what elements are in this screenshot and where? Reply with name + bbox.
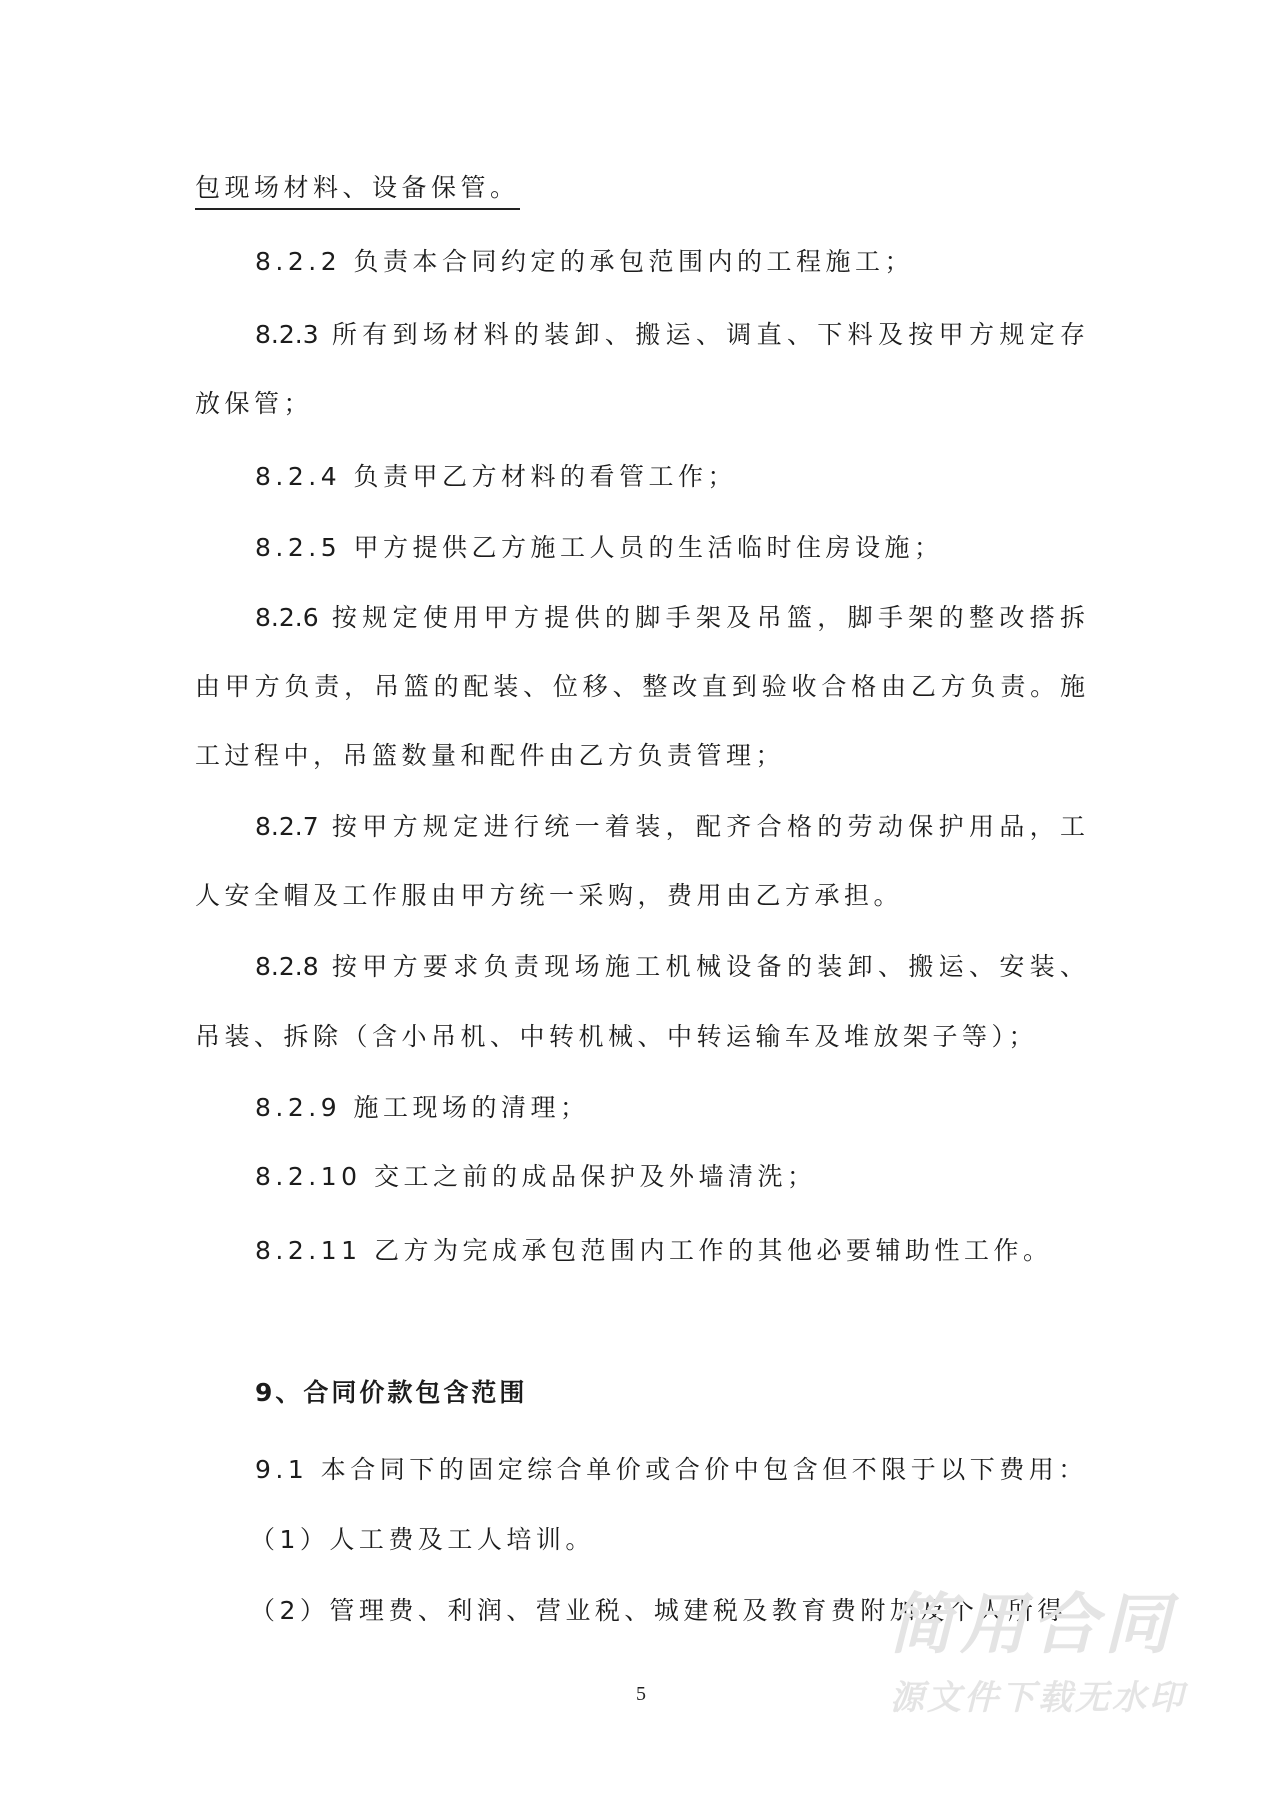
clause-8-2-10: 8.2.10 交工之前的成品保护及外墙清洗；	[255, 1162, 817, 1191]
clause-8-2-7: 8.2.7 按甲方规定进行统一着装，配齐合格的劳动保护用品，工	[255, 812, 1085, 841]
clause-8-2-8-continuation: 吊装、拆除（含小吊机、中转机械、中转运输车及堆放架子等）；	[195, 1022, 1039, 1051]
list-item-1: （1）人工费及工人培训。	[250, 1525, 595, 1554]
clause-8-2-7-continuation: 人安全帽及工作服由甲方统一采购，费用由乙方承担。	[195, 881, 904, 910]
page-number: 5	[636, 1683, 646, 1705]
list-item-2: （2）管理费、利润、营业税、城建税及教育费附加及个人所得	[250, 1596, 1067, 1625]
clause-8-2-6: 8.2.6 按规定使用甲方提供的脚手架及吊篮，脚手架的整改搭拆	[255, 603, 1085, 632]
clause-8-2-6-continuation-1: 由甲方负责，吊篮的配装、位移、整改直到验收合格由乙方负责。施	[195, 672, 1085, 701]
section-heading-9: 9、合同价款包含范围	[255, 1378, 528, 1407]
text-line-continuation-8-2-1: 包现场材料、设备保管。	[195, 171, 520, 210]
clause-8-2-6-continuation-2: 工过程中，吊篮数量和配件由乙方负责管理；	[195, 741, 786, 770]
clause-8-2-3-continuation: 放保管；	[195, 389, 314, 418]
watermark-brand: 简用合同	[888, 1586, 1176, 1663]
watermark-tagline: 源文件下载无水印	[890, 1678, 1186, 1718]
clause-8-2-11: 8.2.11 乙方为完成承包范围内工作的其他必要辅助性工作。	[255, 1236, 1053, 1265]
clause-8-2-9: 8.2.9 施工现场的清理；	[255, 1093, 590, 1122]
clause-9-1: 9.1 本合同下的固定综合单价或合价中包含但不限于以下费用：	[255, 1455, 1088, 1484]
clause-8-2-5: 8.2.5 甲方提供乙方施工人员的生活临时住房设施；	[255, 533, 944, 562]
clause-8-2-4: 8.2.4 负责甲乙方材料的看管工作；	[255, 462, 738, 491]
clause-8-2-8: 8.2.8 按甲方要求负责现场施工机械设备的装卸、搬运、安装、	[255, 952, 1085, 981]
clause-8-2-3: 8.2.3 所有到场材料的装卸、搬运、调直、下料及按甲方规定存	[255, 320, 1085, 349]
clause-8-2-2: 8.2.2 负责本合同约定的承包范围内的工程施工；	[255, 247, 915, 276]
